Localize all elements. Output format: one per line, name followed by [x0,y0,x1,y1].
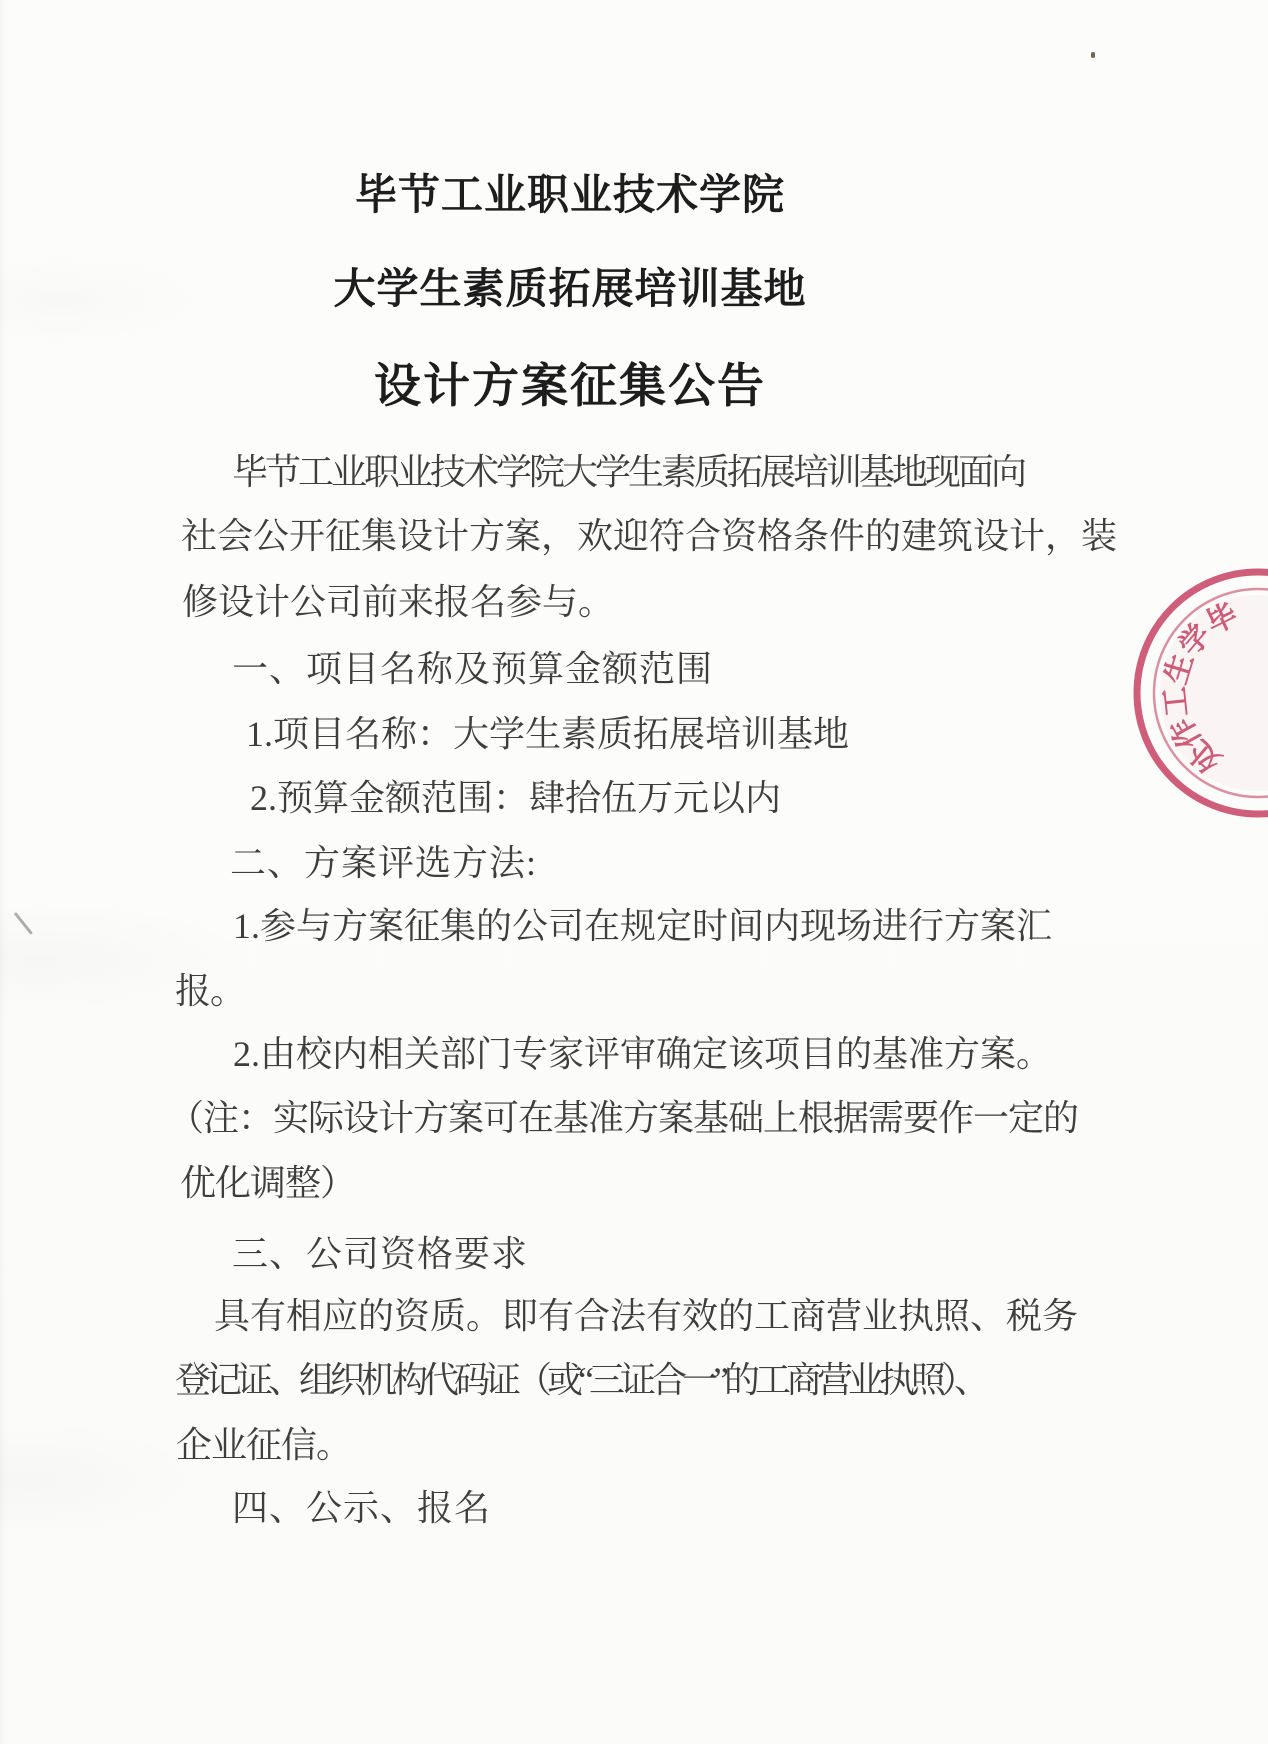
seal-arc-char: 学 [1172,617,1219,664]
document-line: 具有相应的资质。即有合法有效的工商营业执照、税务 [214,1296,1079,1336]
document-line: 社会公开征集设计方案，欢迎符合资格条件的建筑设计，装 [181,516,1118,556]
document-title-line-1: 毕节工业职业技术学院 [354,170,785,219]
seal-arc-char: 处 [1182,732,1229,779]
document-line: 2.由校内相关部门专家评审确定该项目的基准方案。 [233,1034,1053,1074]
seal-arc-char: 作 [1163,711,1209,755]
document-line: 优化调整） [180,1163,356,1203]
document-line: 修设计公司前来报名参与。 [182,582,615,622]
seal-arc-char: 毕 [1200,596,1244,642]
pen-slash-artifact [14,912,33,935]
document-line: 1.项目名称：大学生素质拓展培训基地 [246,714,850,754]
document-line: 企业征信。 [176,1425,352,1465]
left-edge-crease [0,0,6,1744]
document-title-line-3: 设计方案征集公告 [374,359,766,414]
document-title-line-2: 大学生素质拓展培训基地 [333,264,807,313]
document-line: 一、项目名称及预算金额范围 [232,649,714,689]
document-line: （注：实际设计方案可在基准方案基础上根据需要作一定的 [168,1098,1079,1138]
document-line: 四、公示、报名 [232,1488,492,1528]
document-line: 毕节工业职业技术学院大学生素质拓展培训基地现面向 [232,452,1025,492]
document-line: 报。 [175,971,246,1011]
seal-arc-char: 工 [1157,684,1196,719]
document-line: 三、公司资格要求 [232,1234,529,1274]
seal-arc-char: 生 [1158,649,1201,689]
document-line: 登记证、组织机构代码证（或“三证合一”的工商营业执照）、 [175,1360,985,1400]
document-line: 二、方案评选方法: [230,843,538,883]
document-line: 2.预算金额范围：肆拾伍万元以内 [250,778,782,818]
ink-speck-artifact [1091,52,1095,58]
official-seal-stamp [1128,560,1268,828]
document-line: 1.参与方案征集的公司在规定时间内现场进行方案汇 [233,906,1053,946]
